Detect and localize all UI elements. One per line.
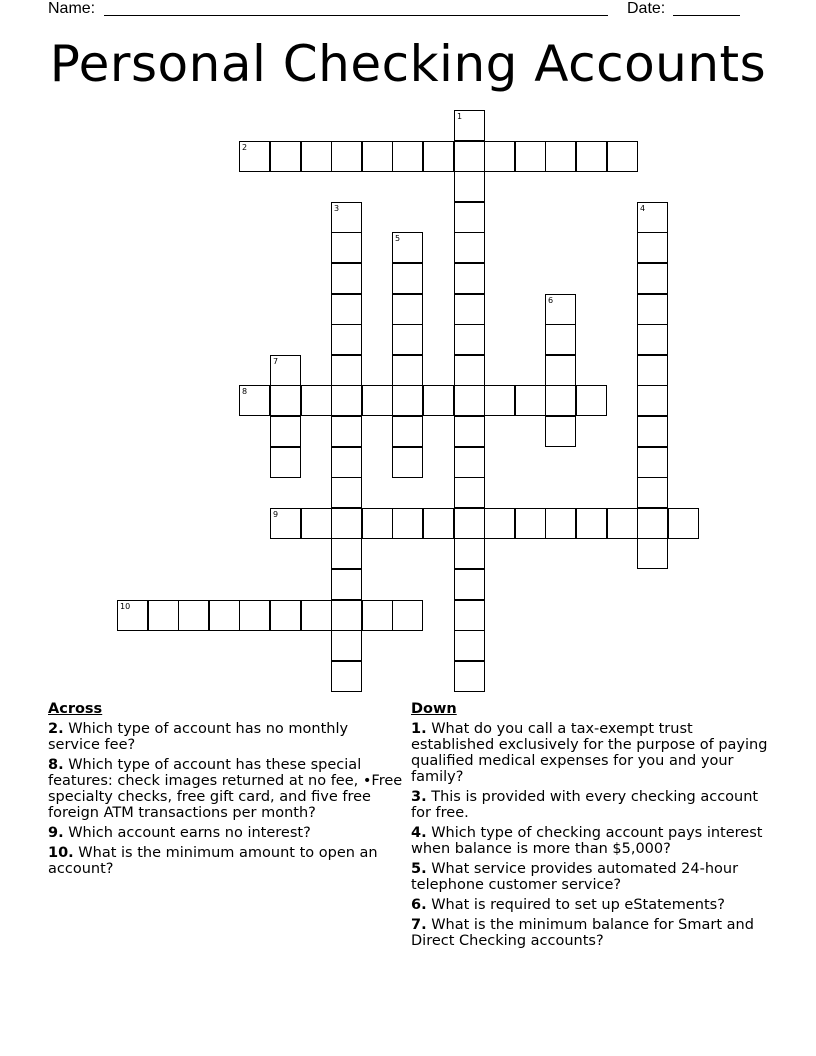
grid-cell[interactable] <box>454 263 485 294</box>
grid-cell[interactable] <box>331 141 362 172</box>
across-heading: Across <box>48 701 103 717</box>
grid-cell[interactable] <box>515 141 546 172</box>
grid-cell[interactable] <box>331 538 362 569</box>
grid-cell[interactable] <box>545 385 576 416</box>
grid-cell[interactable] <box>362 385 393 416</box>
grid-cell[interactable] <box>331 416 362 447</box>
clue-down-7: 7. What is the minimum balance for Smart and Direct Checking accounts? <box>411 917 754 949</box>
grid-cell[interactable] <box>607 141 638 172</box>
grid-cell[interactable] <box>454 447 485 478</box>
grid-cell[interactable] <box>423 508 454 539</box>
grid-cell[interactable] <box>301 508 332 539</box>
page-title: Personal Checking Accounts <box>49 35 767 93</box>
grid-cell[interactable] <box>515 508 546 539</box>
date-field[interactable] <box>673 15 740 16</box>
grid-cell[interactable] <box>484 141 515 172</box>
grid-cell[interactable] <box>392 141 423 172</box>
grid-cell[interactable] <box>331 661 362 692</box>
grid-cell[interactable] <box>392 355 423 386</box>
grid-cell[interactable] <box>545 508 576 539</box>
grid-cell[interactable] <box>637 447 668 478</box>
grid-cell[interactable] <box>637 385 668 416</box>
grid-cell[interactable] <box>668 508 699 539</box>
grid-cell[interactable] <box>392 508 423 539</box>
grid-cell[interactable] <box>545 294 576 325</box>
grid-cell[interactable] <box>454 477 485 508</box>
grid-cell[interactable] <box>392 232 423 263</box>
across-clues <box>48 701 403 881</box>
grid-cell[interactable] <box>484 508 515 539</box>
clue-number: 4 <box>640 204 646 213</box>
grid-cell[interactable] <box>331 477 362 508</box>
clue-number: 8 <box>242 387 248 396</box>
header <box>0 0 816 20</box>
grid-cell[interactable] <box>545 355 576 386</box>
grid-cell[interactable] <box>270 508 301 539</box>
grid-cell[interactable] <box>607 508 638 539</box>
grid-cell[interactable] <box>148 600 179 631</box>
clue-down-1: 1. What do you call a tax-exempt trust established exclusively for the purpose of paying qualified medical expenses for you and your family? <box>411 721 768 785</box>
grid-cell[interactable] <box>454 630 485 661</box>
grid-cell[interactable] <box>454 202 485 233</box>
grid-cell[interactable] <box>178 600 209 631</box>
grid-cell[interactable] <box>331 385 362 416</box>
grid-cell[interactable] <box>576 141 607 172</box>
clue-number: 7 <box>273 357 279 366</box>
clue-down-4: 4. Which type of checking account pays interest when balance is more than $5,000? <box>411 825 763 857</box>
grid-cell[interactable] <box>331 202 362 233</box>
clue-number: 3 <box>334 204 340 213</box>
down-heading: Down <box>411 701 457 717</box>
clue-across-8: 8. Which type of account has these special features: check images returned at no fee, •Free specialty checks, free gift card, and five free foreign ATM transactions per month? <box>48 757 403 821</box>
grid-cell[interactable] <box>392 324 423 355</box>
grid-cell[interactable] <box>545 141 576 172</box>
grid-cell[interactable] <box>637 416 668 447</box>
grid-cell[interactable] <box>392 600 423 631</box>
grid-cell[interactable] <box>576 385 607 416</box>
grid-cell[interactable] <box>301 141 332 172</box>
grid-cell[interactable] <box>637 538 668 569</box>
grid-cell[interactable] <box>209 600 240 631</box>
grid-cell[interactable] <box>545 416 576 447</box>
grid-cell[interactable] <box>392 263 423 294</box>
grid-cell[interactable] <box>392 294 423 325</box>
grid-cell[interactable] <box>637 324 668 355</box>
grid-cell[interactable] <box>331 294 362 325</box>
clue-number: 2 <box>242 143 248 152</box>
grid-cell[interactable] <box>454 355 485 386</box>
grid-cell[interactable] <box>239 385 270 416</box>
clue-number: 9 <box>273 510 279 519</box>
clue-down-5: 5. What service provides automated 24-hour telephone customer service? <box>411 861 739 893</box>
grid-cell[interactable] <box>270 600 301 631</box>
grid-cell[interactable] <box>331 324 362 355</box>
grid-cell[interactable] <box>454 416 485 447</box>
grid-cell[interactable] <box>515 385 546 416</box>
grid-cell[interactable] <box>270 416 301 447</box>
clue-across-10: 10. What is the minimum amount to open an account? <box>48 845 378 877</box>
clue-number: 5 <box>395 234 401 243</box>
grid-cell[interactable] <box>270 141 301 172</box>
grid-cell[interactable] <box>545 324 576 355</box>
date-label: Date: <box>627 0 666 17</box>
grid-cell[interactable] <box>392 447 423 478</box>
grid-cell[interactable] <box>454 385 485 416</box>
grid-cell[interactable] <box>270 385 301 416</box>
clue-number: 6 <box>548 296 554 305</box>
clue-across-2: 2. Which type of account has no monthly service fee? <box>48 721 349 753</box>
grid-cell[interactable] <box>454 294 485 325</box>
grid-cell[interactable] <box>454 508 485 539</box>
grid-cell[interactable] <box>637 232 668 263</box>
down-clues <box>411 701 771 953</box>
grid-cell[interactable] <box>454 232 485 263</box>
grid-cell[interactable] <box>637 477 668 508</box>
name-field[interactable] <box>104 15 608 16</box>
clue-across-9: 9. Which account earns no interest? <box>48 825 311 841</box>
clue-down-3: 3. This is provided with every checking account for free. <box>411 789 759 821</box>
grid-cell[interactable] <box>454 141 485 172</box>
clue-number: 1 <box>457 112 463 121</box>
grid-cell[interactable] <box>576 508 607 539</box>
grid-cell[interactable] <box>637 508 668 539</box>
grid-cell[interactable] <box>423 385 454 416</box>
name-label: Name: <box>48 0 96 17</box>
grid-cell[interactable] <box>270 447 301 478</box>
grid-cell[interactable] <box>301 385 332 416</box>
grid-cell[interactable] <box>454 171 485 202</box>
grid-cell[interactable] <box>117 600 148 631</box>
grid-cell[interactable] <box>454 538 485 569</box>
grid-cell[interactable] <box>331 600 362 631</box>
grid-cell[interactable] <box>637 263 668 294</box>
grid-cell[interactable] <box>362 508 393 539</box>
grid-cell[interactable] <box>331 569 362 600</box>
grid-cell[interactable] <box>454 324 485 355</box>
grid-cell[interactable] <box>392 416 423 447</box>
grid-cell[interactable] <box>301 600 332 631</box>
grid-cell[interactable] <box>331 263 362 294</box>
grid-cell[interactable] <box>637 355 668 386</box>
grid-cell[interactable] <box>239 600 270 631</box>
grid-cell[interactable] <box>331 508 362 539</box>
grid-cell[interactable] <box>454 600 485 631</box>
clue-number: 10 <box>120 602 131 611</box>
grid-cell[interactable] <box>362 600 393 631</box>
grid-cell[interactable] <box>637 202 668 233</box>
clue-down-6: 6. What is required to set up eStatements? <box>411 897 725 913</box>
grid-cell[interactable] <box>331 630 362 661</box>
grid-cell[interactable] <box>331 355 362 386</box>
grid-cell[interactable] <box>331 447 362 478</box>
grid-cell[interactable] <box>637 294 668 325</box>
grid-cell[interactable] <box>270 355 301 386</box>
grid-cell[interactable] <box>331 232 362 263</box>
grid-cell[interactable] <box>392 385 423 416</box>
grid-cell[interactable] <box>423 141 454 172</box>
grid-cell[interactable] <box>454 569 485 600</box>
grid-cell[interactable] <box>454 661 485 692</box>
grid-cell[interactable] <box>454 110 485 141</box>
grid-cell[interactable] <box>484 385 515 416</box>
grid-cell[interactable] <box>362 141 393 172</box>
grid-cell[interactable] <box>239 141 270 172</box>
